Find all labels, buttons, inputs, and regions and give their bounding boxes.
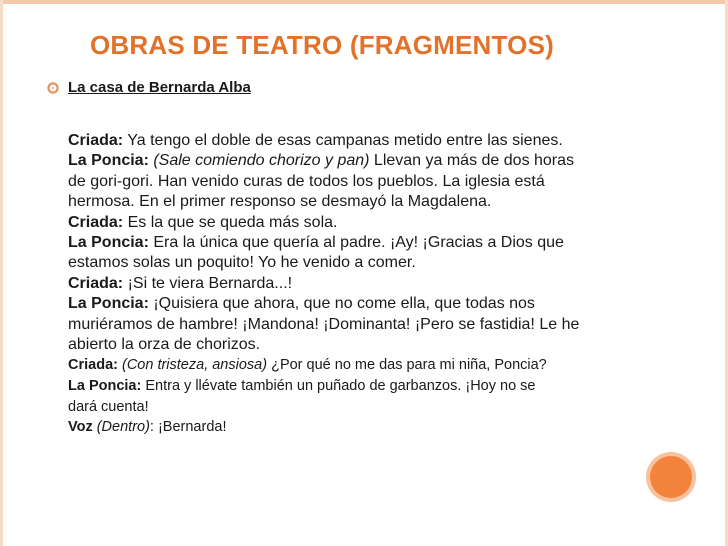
dialogue-line bbox=[68, 192, 648, 212]
speaker-name: La Poncia: bbox=[68, 234, 149, 252]
dialogue-line bbox=[68, 397, 648, 418]
dialogue-line bbox=[68, 376, 648, 397]
stage-direction: (Con tristeza, ansiosa) bbox=[117, 357, 268, 374]
slide-top-border bbox=[0, 0, 728, 4]
dialogue-text: Era la única que quería al padre. ¡Ay! ¡Gracias a Dios que bbox=[148, 234, 564, 252]
dialogue-line bbox=[68, 172, 648, 192]
dialogue-line bbox=[68, 274, 648, 294]
orange-circle-decoration bbox=[650, 456, 692, 498]
dialogue-line bbox=[68, 315, 648, 335]
dialogue-text: ¡Quisiera que ahora, que no come ella, que todas nos bbox=[148, 295, 535, 313]
dialogue-text: de gori-gori. Han venido curas de todos los pueblos. La iglesia está bbox=[68, 172, 545, 190]
dialogue-text: : ¡Bernarda! bbox=[149, 419, 227, 436]
dialogue-line bbox=[68, 233, 648, 253]
speaker-name: La Poncia: bbox=[68, 295, 149, 313]
dialogue-text: ¡Si te viera Bernarda...! bbox=[123, 274, 293, 292]
slide-title: OBRAS DE TEATRO (FRAGMENTOS) bbox=[90, 30, 554, 60]
dialogue-text: abierto la orza de chorizos. bbox=[68, 336, 261, 354]
speaker-name: Criada: bbox=[68, 357, 118, 374]
dialogue-line bbox=[68, 131, 648, 151]
dialogue-text: Ya tengo el doble de esas campanas metido entre las sienes. bbox=[123, 132, 563, 149]
dialogue-block bbox=[68, 131, 648, 438]
dialogue-text: muriéramos de hambre! ¡Mandona! ¡Dominanta! ¡Pero se fastidia! Le he bbox=[68, 315, 580, 333]
slide-subtitle: La casa de Bernarda Alba bbox=[68, 79, 251, 96]
dialogue-text: dará cuenta! bbox=[68, 398, 149, 415]
dialogue-text: Llevan ya más de dos horas bbox=[369, 152, 575, 170]
dialogue-text: Entra y llévate también un puñado de garbanzos. ¡Hoy no se bbox=[141, 378, 536, 395]
bullet-ring-icon bbox=[46, 81, 60, 95]
dialogue-text: estamos solas un poquito! Yo he venido a comer. bbox=[68, 254, 416, 272]
dialogue-text: ¿Por qué no me das para mi niña, Poncia? bbox=[267, 357, 547, 374]
stage-direction: (Dentro) bbox=[92, 419, 150, 436]
dialogue-line bbox=[68, 213, 648, 233]
speaker-name: La Poncia: bbox=[68, 378, 142, 395]
dialogue-line bbox=[68, 253, 648, 273]
speaker-name: Criada: bbox=[68, 213, 124, 231]
dialogue-text: hermosa. En el primer responso se desmayó la Magdalena. bbox=[68, 193, 492, 211]
dialogue-line bbox=[68, 151, 648, 171]
dialogue-line bbox=[68, 355, 648, 376]
speaker-name: La Poncia: bbox=[68, 152, 149, 170]
dialogue-text: Es la que se queda más sola. bbox=[123, 213, 338, 231]
dialogue-line bbox=[68, 417, 648, 438]
stage-direction: (Sale comiendo chorizo y pan) bbox=[148, 152, 370, 170]
speaker-name: Voz bbox=[68, 419, 93, 436]
dialogue-line bbox=[68, 335, 648, 355]
speaker-name: Criada: bbox=[68, 132, 124, 149]
slide-left-border bbox=[0, 0, 3, 546]
speaker-name: Criada: bbox=[68, 274, 124, 292]
dialogue-line bbox=[68, 294, 648, 314]
